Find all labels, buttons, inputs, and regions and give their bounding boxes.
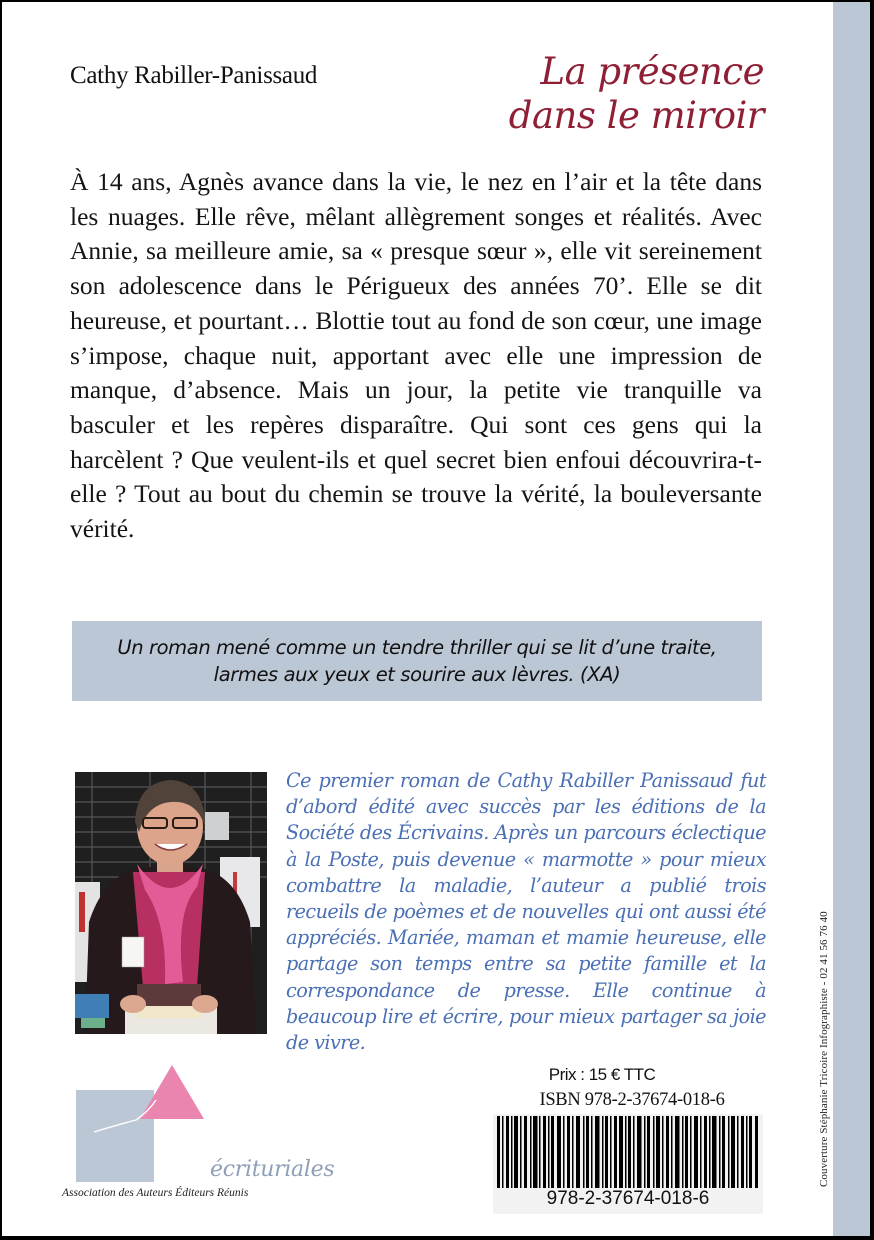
review-quote	[117, 634, 716, 688]
quote-line-1: Un roman mené comme un tendre thriller qui se lit d’une traite,	[117, 636, 717, 659]
bio-text: Ce premier roman de Cathy Rabiller Panissaud fut d’abord édité avec succès par les éditions de la Société des Écrivains. Après un parcours éclectique à la Poste, puis devenue « marmotte » pour mieux combattre la maladie, l’auteur a publié trois recueils de poèmes et de nouvelles qui ont aussi été appréciés. Mariée, maman et mamie heureuse, elle partage son temps entre sa petite famille et la correspondance de presse. Elle continue à beaucoup lire et écrire, pour mieux partager sa joie de vivre.	[286, 769, 766, 1055]
publisher-subtitle: Association des Auteurs Éditeurs Réunis	[62, 1187, 249, 1199]
isbn-label: ISBN 978-2-37674-018-6	[539, 1090, 725, 1110]
book-back-cover	[2, 2, 870, 1236]
price-label: Prix : 15 € TTC	[548, 1065, 656, 1084]
title-line-1: La présence	[540, 50, 764, 93]
author-name: Cathy Rabiller-Panissaud	[70, 62, 318, 89]
cover-credit: Couverture Stéphanie Tricoire Infographiste - 02 41 56 76 40	[818, 911, 830, 1187]
author-biography	[286, 768, 766, 1056]
title-line-2: dans le miroir	[508, 94, 764, 137]
review-quote-box	[72, 621, 762, 701]
author-portrait-illustration	[75, 772, 267, 1034]
barcode-number: 978-2-37674-018-6	[546, 1188, 710, 1209]
synopsis-text: À 14 ans, Agnès avance dans la vie, le nez en l’air et la tête dans les nuages. Elle rêve, mêlant allègrement songes et réalités. Avec Annie, sa meilleure amie, sa « presque sœur », elle vit sereinement son adolescence dans le Périgueux des années 70’. Elle se dit heureuse, et pourtant… Blottie tout au fond de son cœur, une image s’impose, chaque nuit, apportant avec elle une impression de manque, d’absence. Mais un jour, la petite vie tranquille va basculer et les repères disparaître. Qui sont ces gens qui la harcèlent ? Que veulent-ils et quel secret bien enfoui découvrira-t-elle ? Tout au bout du chemin se trouve la vérité, la bouleversante vérité.	[70, 167, 762, 544]
quote-line-2: larmes aux yeux et sourire aux lèvres. (XA)	[213, 663, 621, 686]
publisher-name: écrituriales	[210, 1157, 335, 1182]
synopsis	[70, 165, 762, 547]
isbn-barcode	[493, 1114, 763, 1214]
publisher-logo	[62, 1057, 335, 1207]
author-photo	[75, 772, 267, 1034]
book-title	[509, 50, 764, 138]
spine-band	[833, 2, 870, 1236]
barcode-icon	[497, 1116, 759, 1188]
